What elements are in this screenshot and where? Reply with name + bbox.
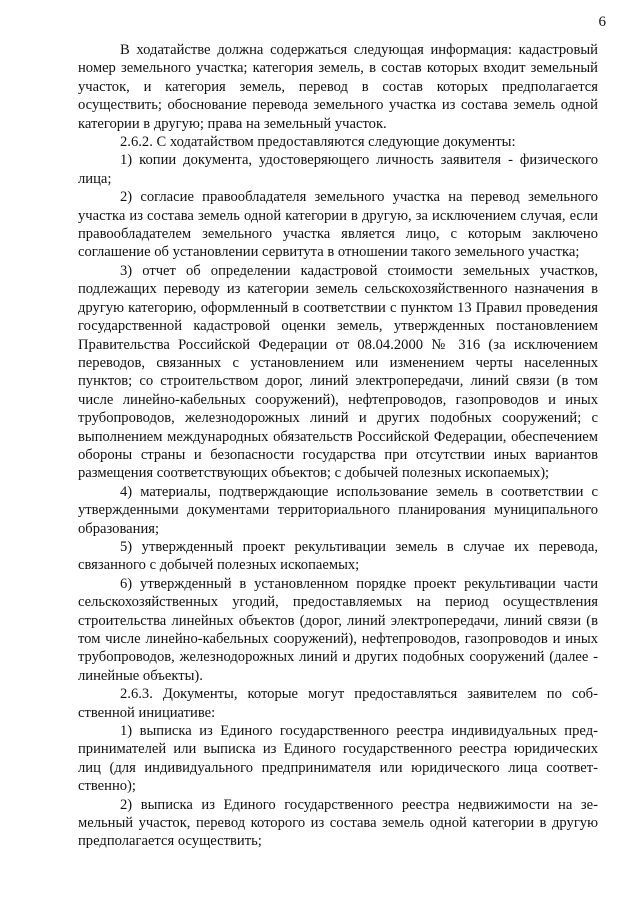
document-body xyxy=(78,41,598,851)
paragraph-item-3-cadastral-report: 3) отчет об определении кадастровой стоимости земельных участков, подлежащих переводу из категории земель сельскохозяйственного назначения в другую категорию, оформленный в соответствии с пунктом 13 Правил проведения государственной кадастровой оценки земель, утвержденных постановлением Правительства Российской Федерации от 08.04.2000 № 316 (за исключением переводов, связанных с установлением или изменением черты населенных пунктов; со строительством дорог, линий электропередачи, линий связи (в том числе линейно-кабельных сооружений), нефтепроводов, газопроводов и иных трубопроводов, железнодорожных линий и других подобных сооружений; с выполнением международных обязательств Российской Федерации, обеспечением обороны страны и безопасности государства при отсутствии иных вариантов размещения соответствующих объектов; с добычей полезных ископаемых); xyxy=(78,262,598,482)
paragraph-petition-info: В ходатайстве должна содержаться следующая информация: кадастровый номер земельного участка; категория земель, в состав которых входит земельный участок, и категория земель, перевод в состав которых предполагается осуществить; обоснование перевода земельного участка из состава земель одной категории в другую; права на земельный участок. xyxy=(78,42,598,132)
paragraph-2-6-3-heading: 2.6.3. Документы, которые могут предоставляться заявителем по собственной инициативе: xyxy=(78,686,598,721)
paragraph-item-1-identity: 1) копии документа, удостоверяющего личность заявителя - физического лица; xyxy=(78,152,598,187)
paragraph-2-6-2-heading: 2.6.2. С ходатайством предоставляются следующие документы: xyxy=(120,134,516,151)
page-number: 6 xyxy=(598,14,606,30)
paragraph-item-4-materials: 4) материалы, подтверждающие использование земель в соответствии с утвержденными документами территориального планирования муниципального образования; xyxy=(78,483,598,537)
paragraph-egrip-extract: 1) выписка из Единого государственного реестра индивидуальных предпринимателей или выписка из Единого государственного реестра юридических лиц (для индивидуального предпринимателя или юридического лица соответственно); xyxy=(78,723,598,795)
paragraph-item-2-consent: 2) согласие правообладателя земельного участка на перевод земельного участка из состава земель одной категории в другую, за исключением случая, если правообладателем земельного участка является лицо, с которым заключено соглашение об установлении сервитута в отношении такого земельного участка; xyxy=(78,189,598,261)
paragraph-item-6-recultivation-linear: 6) утвержденный в установленном порядке проект рекультивации части сельскохозяйственных угодий, предоставляемых на период осуществления строительства линейных объектов (дорог, линий электропередачи, линий связи (в том числе линейно-кабельных сооружений), нефтепроводов, газопроводов и иных трубопроводов, железнодорожных линий и других подобных сооружений (далее - линейные объекты). xyxy=(78,575,598,684)
paragraph-item-5-recultivation: 5) утвержденный проект рекультивации земель в случае их перевода, связанного с добычей полезных ископаемых; xyxy=(78,538,598,574)
paragraph-egrn-extract: 2) выписка из Единого государственного реестра недвижимости на земельный участок, перевод которого из состава земель одной категории в другую предполагается осуществить; xyxy=(78,796,598,850)
